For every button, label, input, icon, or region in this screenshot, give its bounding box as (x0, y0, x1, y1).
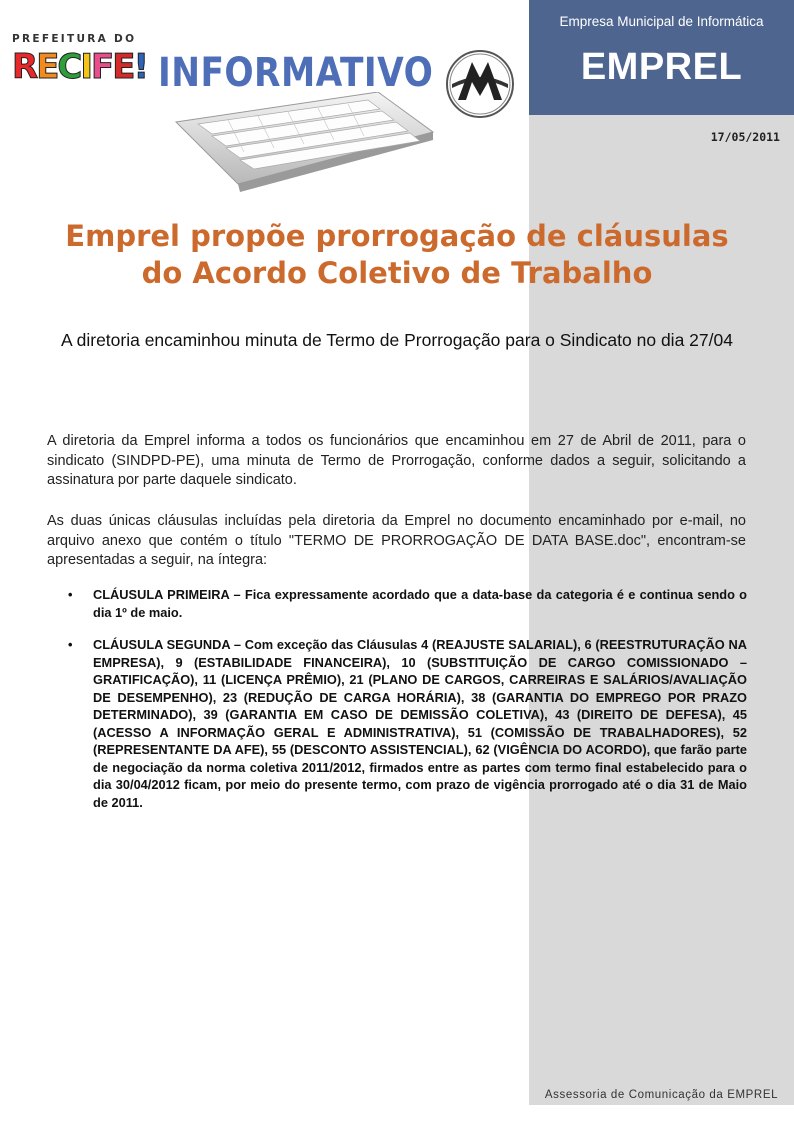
company-name: EMPREL (580, 46, 743, 88)
clause-list (68, 586, 747, 826)
bullet: • (68, 587, 73, 602)
paragraph-2: As duas únicas cláusulas incluídas pela diretoria da Emprel no documento encaminhado por e-mail, no arquivo anexo que contém o título "TERMO DE PRORROGAÇÃO DE DATA BASE.doc", encontram-se apresentadas a seguir, na íntegra: (47, 513, 746, 568)
clause-item (68, 636, 747, 811)
bullet: • (68, 637, 73, 652)
clause-text: CLÁUSULA SEGUNDA – Com exceção das Cláusulas 4 (REAJUSTE SALARIAL), 6 (REESTRUTURAÇÃO NA EMPRESA), 9 (ESTABILIDADE FINANCEIRA), 10 (SUBSTITUIÇÃO DE CARGO COMISSIONADO – GRATIFICAÇÃO), 11 (LICENÇA PRÊMIO), 21 (PLANO DE CARGOS, CARREIRAS E SALÁRIOS/AVALIAÇÃO DE DESEMPENHO), 23 (REDUÇÃO DE CARGA HORÁRIA), 38 (GARANTIA DO EMPREGO POR PRAZO DETERMINADO), 39 (GARANTIA EM CASO DE DEMISSÃO COLETIVA), 43 (DIREITO DE DEFESA), 45 (ACESSO A INFORMAÇÃO GERAL E ADMINISTRATIVA), 51 (COMISSÃO DE TRABALHADORES), 52 (REPRESENTANTE DA AFE), 55 (DESCONTO ASSISTENCIAL), 62 (VIGÊNCIA DO ACORDO), que farão parte de negociação da norma coletiva 2011/2012, firmados entre as partes com termo final estabelecido para o dia 30/04/2012 ficam, por meio do presente termo, com prazo de vigência prorrogado até o dia 31 de Maio de 2011. (93, 637, 747, 810)
clause-item (68, 586, 747, 621)
paragraph-1: A diretoria da Emprel informa a todos os funcionários que encaminhou em 27 de Abril de 2011, para o sindicato (SINDPD-PE), uma minuta de Termo de Prorrogação, conforme dados a seguir, solicitando a assinatura por parte daquele sindicato. (47, 433, 746, 488)
footer-credit: Assessoria de Comunicação da EMPREL (544, 1089, 779, 1101)
publication-date: 17/05/2011 (710, 130, 780, 144)
clause-text: CLÁUSULA PRIMEIRA – Fica expressamente acordado que a data-base da categoria é e continua sendo o dia 1º de maio. (93, 587, 747, 620)
keyboard-icon (168, 92, 438, 192)
recife-logo: RECIFE! (12, 47, 148, 87)
headline (0, 218, 794, 292)
subheadline: A diretoria encaminhou minuta de Termo de Prorrogação para o Sindicato no dia 27/04 (61, 330, 733, 350)
headline-line-2: do Acordo Coletivo de Trabalho (141, 256, 653, 290)
company-subtitle: Empresa Municipal de Informática (559, 14, 764, 29)
emprel-emblem-icon (444, 48, 516, 120)
headline-line-1: Emprel propõe prorrogação de cláusulas (65, 219, 729, 253)
informativo-title: INFORMATIVO (158, 50, 434, 96)
prefeitura-label: PREFEITURA DO (12, 33, 137, 45)
